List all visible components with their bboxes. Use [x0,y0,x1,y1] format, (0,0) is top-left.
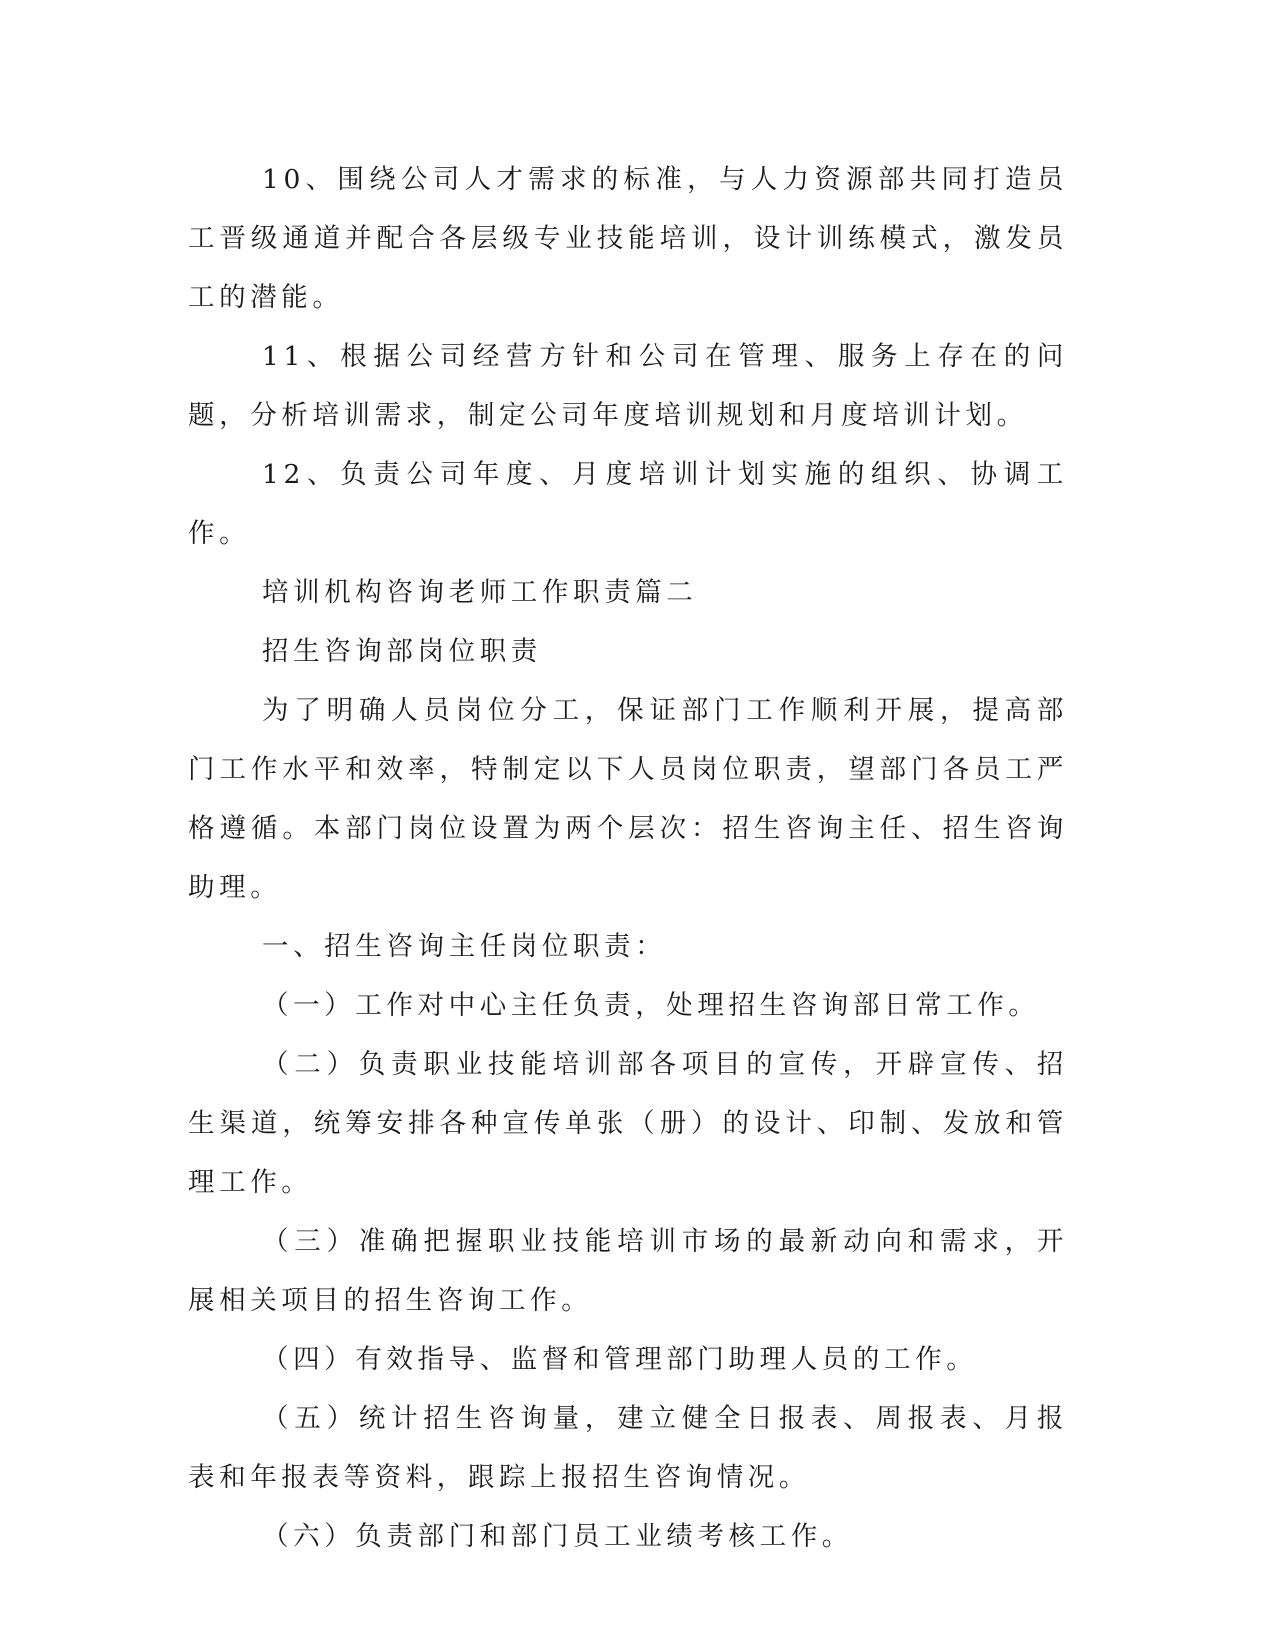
duty-item-1: （一）工作对中心主任负责，处理招生咨询部日常工作。 [262,990,1040,1021]
paragraph-item-10: 10、围绕公司人才需求的标准，与人力资源部共同打造员工晋级通道并配合各层级专业技能培训，设计训练模式，激发员工的潜能。 [188,164,1068,313]
duty-item-2: （二）负责职业技能培训部各项目的宣传，开辟宣传、招生渠道，统筹安排各种宣传单张（册）的设计、印制、发放和管理工作。 [188,1049,1068,1198]
paragraph-item-11: 11、根据公司经营方针和公司在管理、服务上存在的问题，分析培训需求，制定公司年度培训规划和月度培训计划。 [188,341,1068,431]
duty-item-3: （三）准确把握职业技能培训市场的最新动向和需求，开展相关项目的招生咨询工作。 [188,1226,1068,1316]
duty-item-5: （五）统计招生咨询量，建立健全日报表、周报表、月报表和年报表等资料，跟踪上报招生咨询情况。 [188,1403,1068,1493]
section-title: 培训机构咨询老师工作职责篇二 [262,577,698,608]
section-subtitle: 招生咨询部岗位职责 [262,636,542,667]
duty-item-6: （六）负责部门和部门员工业绩考核工作。 [262,1521,853,1552]
document-body [188,150,1068,1566]
intro-paragraph: 为了明确人员岗位分工，保证部门工作顺利开展，提高部门工作水平和效率，特制定以下人员岗位职责，望部门各员工严格遵循。本部门岗位设置为两个层次：招生咨询主任、招生咨询助理。 [188,695,1068,903]
duty-item-4: （四）有效指导、监督和管理部门助理人员的工作。 [262,1344,978,1375]
paragraph-item-12: 12、负责公司年度、月度培训计划实施的组织、协调工作。 [188,459,1068,549]
director-duties-heading: 一、招生咨询主任岗位职责： [262,931,667,962]
